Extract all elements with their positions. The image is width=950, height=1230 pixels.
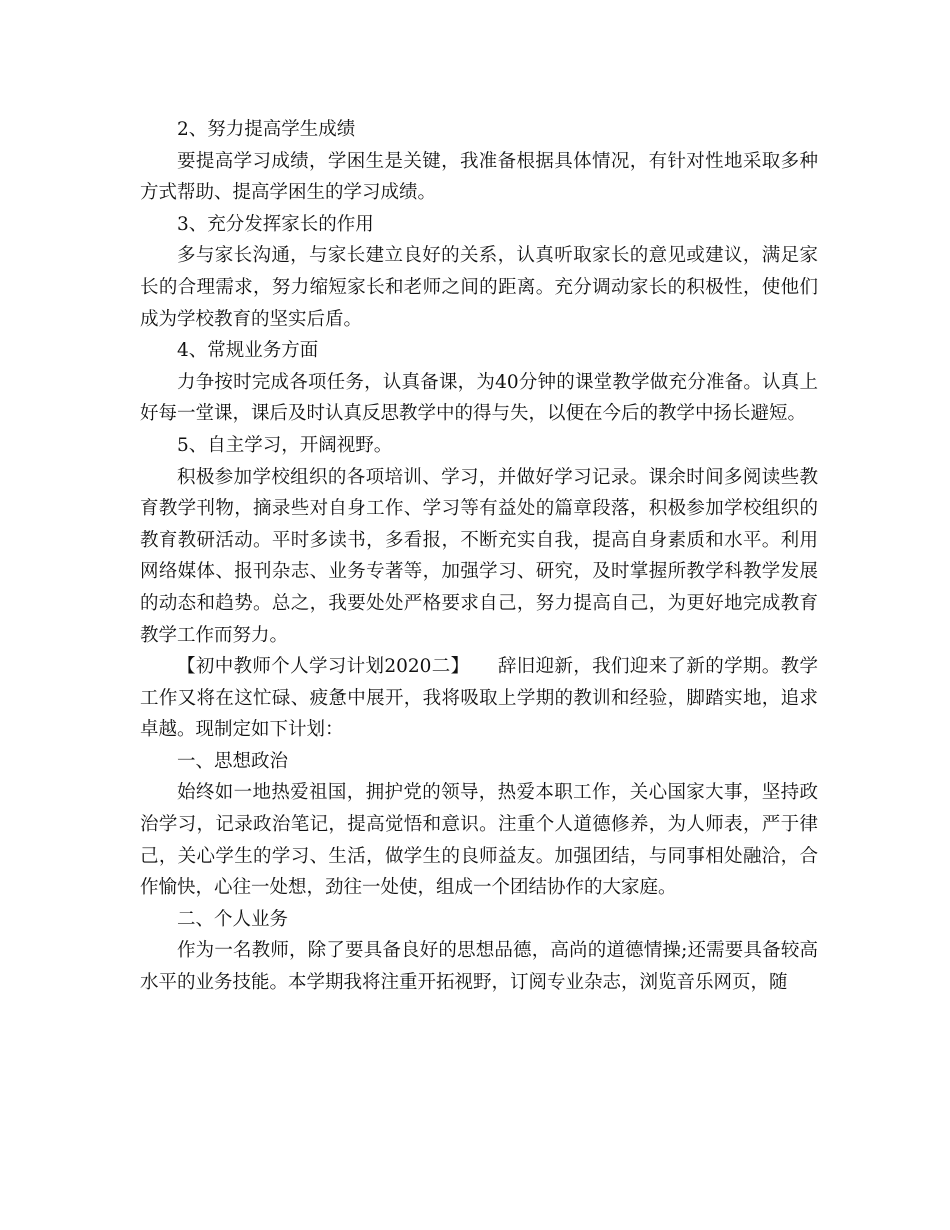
section-heading: 二、个人业务: [177, 908, 289, 930]
section-heading: 3、充分发挥家长的作用: [177, 213, 374, 235]
body-paragraph: 作为一名教师，除了要具备良好的思想品德，高尚的道德情操;还需要具备较高水平的业务技能。本学期我将注重开拓视野，订阅专业杂志，浏览音乐网页，随: [140, 940, 818, 994]
section-heading: 2、努力提高学生成绩: [177, 119, 356, 140]
section-heading: 5、自主学习，开阔视野。: [177, 434, 393, 456]
body-paragraph: 多与家长沟通，与家长建立良好的关系，认真听取家长的意见或建议，满足家长的合理需求，努力缩短家长和老师之间的距离。充分调动家长的积极性，使他们成为学校教育的坚实后盾。: [140, 245, 818, 330]
section-heading: 4、常规业务方面: [177, 340, 319, 362]
body-paragraph: 积极参加学校组织的各项培训、学习，并做好学习记录。课余时间多阅读些教育教学刊物，摘录些对自身工作、学习等有益处的篇章段落，积极参加学校组织的教育教研活动。平时多读书，多看报，不断充实自我，提高自身素质和水平。利用网络媒体、报刊杂志、业务专著等，加强学习、研究，及时掌握所教学科教学发展的动态和趋势。总之，我要处处严格要求自己，努力提高自己，为更好地完成教育教学工作而努力。: [140, 466, 818, 646]
document-body: [140, 114, 818, 999]
body-paragraph: 力争按时完成各项任务，认真备课，为40分钟的课堂教学做充分准备。认真上好每一堂课，课后及时认真反思教学中的得与失，以便在今后的教学中扬长避短。: [140, 371, 818, 425]
body-paragraph: 要提高学习成绩，学困生是关键，我准备根据具体情况，有针对性地采取多种方式帮助、提高学困生的学习成绩。: [140, 150, 818, 204]
body-paragraph: 【初中教师个人学习计划2020二】 辞旧迎新，我们迎来了新的学期。教学工作又将在这忙碌、疲惫中展开，我将吸取上学期的教训和经验，脚踏实地，追求卓越。现制定如下计划：: [140, 656, 818, 741]
body-paragraph: 始终如一地热爱祖国，拥护党的领导，热爱本职工作，关心国家大事，坚持政治学习，记录政治笔记，提高觉悟和意识。注重个人道德修养，为人师表，严于律己，关心学生的学习、生活，做学生的良师益友。加强团结，与同事相处融洽，合作愉快，心往一处想，劲往一处使，组成一个团结协作的大家庭。: [140, 782, 818, 899]
section-heading: 一、思想政治: [177, 750, 289, 772]
